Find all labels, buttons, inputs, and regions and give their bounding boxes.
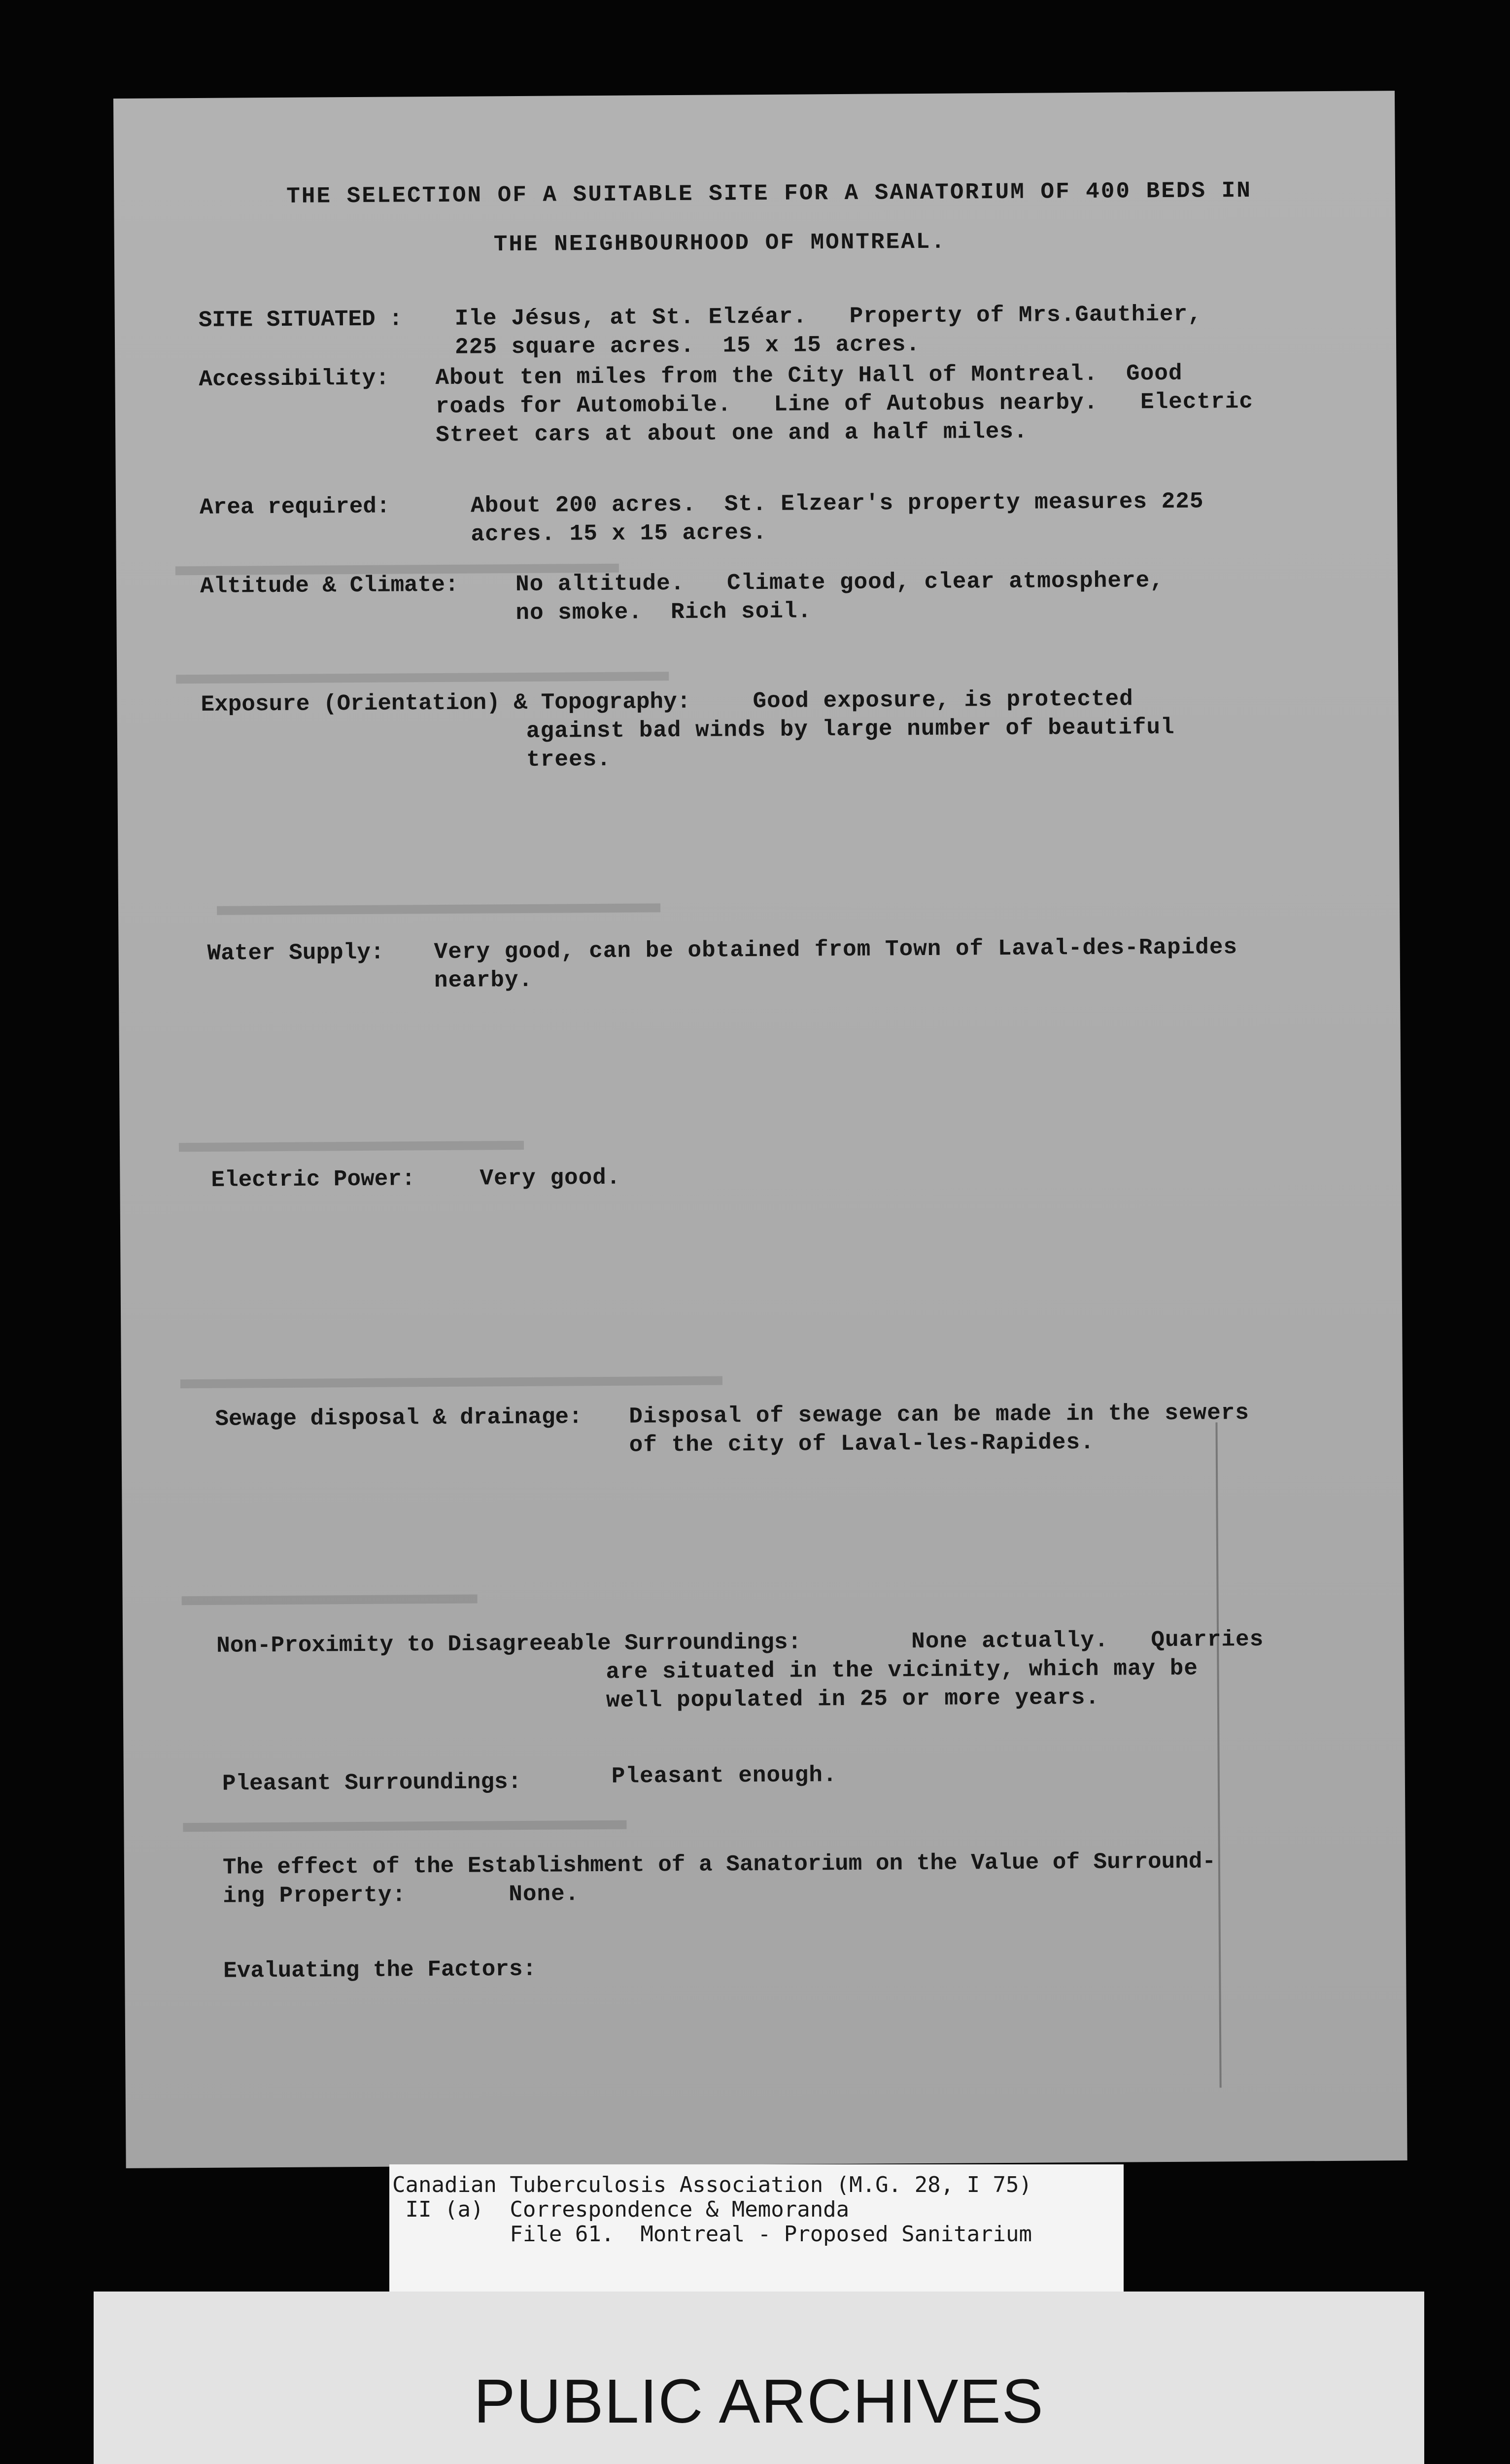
typed-document-page: [113, 91, 1407, 2168]
area-required-label: Area required:: [199, 493, 390, 520]
document-title-line-2: THE NEIGHBOURHOOD OF MONTREAL.: [493, 229, 947, 258]
electric-power-label: Electric Power:: [211, 1166, 415, 1193]
effect-on-value-value: None.: [509, 1881, 580, 1908]
public-archives-stamp: [94, 2292, 1424, 2464]
accessibility-value-1: About ten miles from the City Hall of Montreal. Good: [435, 360, 1183, 391]
fold-crease: [1215, 1422, 1221, 2088]
pleasant-surroundings-label: Pleasant Surroundings:: [222, 1769, 522, 1797]
water-supply-value-1: Very good, can be obtained from Town of Laval-des-Rapides: [434, 934, 1238, 965]
area-required-value-1: About 200 acres. St. Elzear's property measures 225: [470, 488, 1204, 519]
sewage-drainage-label: Sewage disposal & drainage:: [215, 1404, 583, 1432]
bleed-through-mark: [179, 1141, 524, 1152]
area-required-value-2: acres. 15 x 15 acres.: [471, 519, 767, 548]
electric-power-value: Very good.: [480, 1164, 621, 1192]
accessibility-value-3: Street cars at about one and a half miles.: [436, 418, 1028, 448]
sewage-drainage-value-2: of the city of Laval-les-Rapides.: [629, 1429, 1095, 1458]
stamp-line-english: PUBLIC ARCHIVES: [474, 2366, 1044, 2436]
non-proximity-value-2: are situated in the vicinity, which may be: [606, 1655, 1199, 1685]
bleed-through-mark: [217, 903, 660, 915]
non-proximity-value-3: well populated in 25 or more years.: [606, 1684, 1100, 1713]
effect-on-value-label-cont: ing Property:: [223, 1882, 407, 1909]
site-situated-value-2: 225 square acres. 15 x 15 acres.: [454, 332, 921, 360]
sewage-drainage-value-1: Disposal of sewage can be made in the sewers: [629, 1400, 1250, 1430]
reference-line-1: Canadian Tuberculosis Association (M.G. 28, I 75): [392, 2172, 1032, 2197]
site-situated-label: SITE SITUATED :: [198, 306, 403, 333]
bleed-through-mark: [182, 1595, 478, 1606]
exposure-topography-value-1: Good exposure, is protected: [753, 686, 1133, 715]
document-title-line-1: THE SELECTION OF A SUITABLE SITE FOR A SANATORIUM OF 400 BEDS IN: [286, 177, 1252, 209]
water-supply-value-2: nearby.: [434, 967, 533, 994]
exposure-topography-value-2: against bad winds by large number of beautiful: [526, 714, 1175, 744]
bleed-through-mark: [180, 1376, 722, 1388]
archive-reference-card: [389, 2164, 1124, 2300]
accessibility-value-2: roads for Automobile. Line of Autobus nearby. Electric: [435, 388, 1254, 420]
effect-on-value-label: The effect of the Establishment of a Sanatorium on the Value of Surround-: [222, 1848, 1216, 1881]
altitude-climate-value-2: no smoke. Rich soil.: [515, 598, 812, 626]
exposure-topography-label: Exposure (Orientation) & Topography:: [201, 688, 691, 718]
reference-line-3: File 61. Montreal - Proposed Sanitarium: [392, 2222, 1032, 2247]
bleed-through-mark: [183, 1820, 626, 1832]
exposure-topography-value-3: trees.: [526, 746, 612, 773]
non-proximity-label: Non-Proximity to Disagreeable Surroundings:: [216, 1629, 802, 1659]
site-situated-value-1: Ile Jésus, at St. Elzéar. Property of Mrs.Gauthier,: [454, 301, 1202, 332]
altitude-climate-value-1: No altitude. Climate good, clear atmosphere,: [515, 567, 1164, 598]
water-supply-label: Water Supply:: [207, 939, 384, 966]
pleasant-surroundings-value: Pleasant enough.: [611, 1762, 837, 1789]
reference-line-2: II (a) Correspondence & Memoranda: [392, 2197, 850, 2222]
altitude-climate-label: Altitude & Climate:: [200, 572, 459, 599]
non-proximity-value-1: None actually. Quarries: [911, 1626, 1264, 1655]
accessibility-label: Accessibility:: [199, 365, 390, 392]
bleed-through-mark: [176, 672, 669, 684]
evaluating-factors-label: Evaluating the Factors:: [223, 1956, 537, 1984]
